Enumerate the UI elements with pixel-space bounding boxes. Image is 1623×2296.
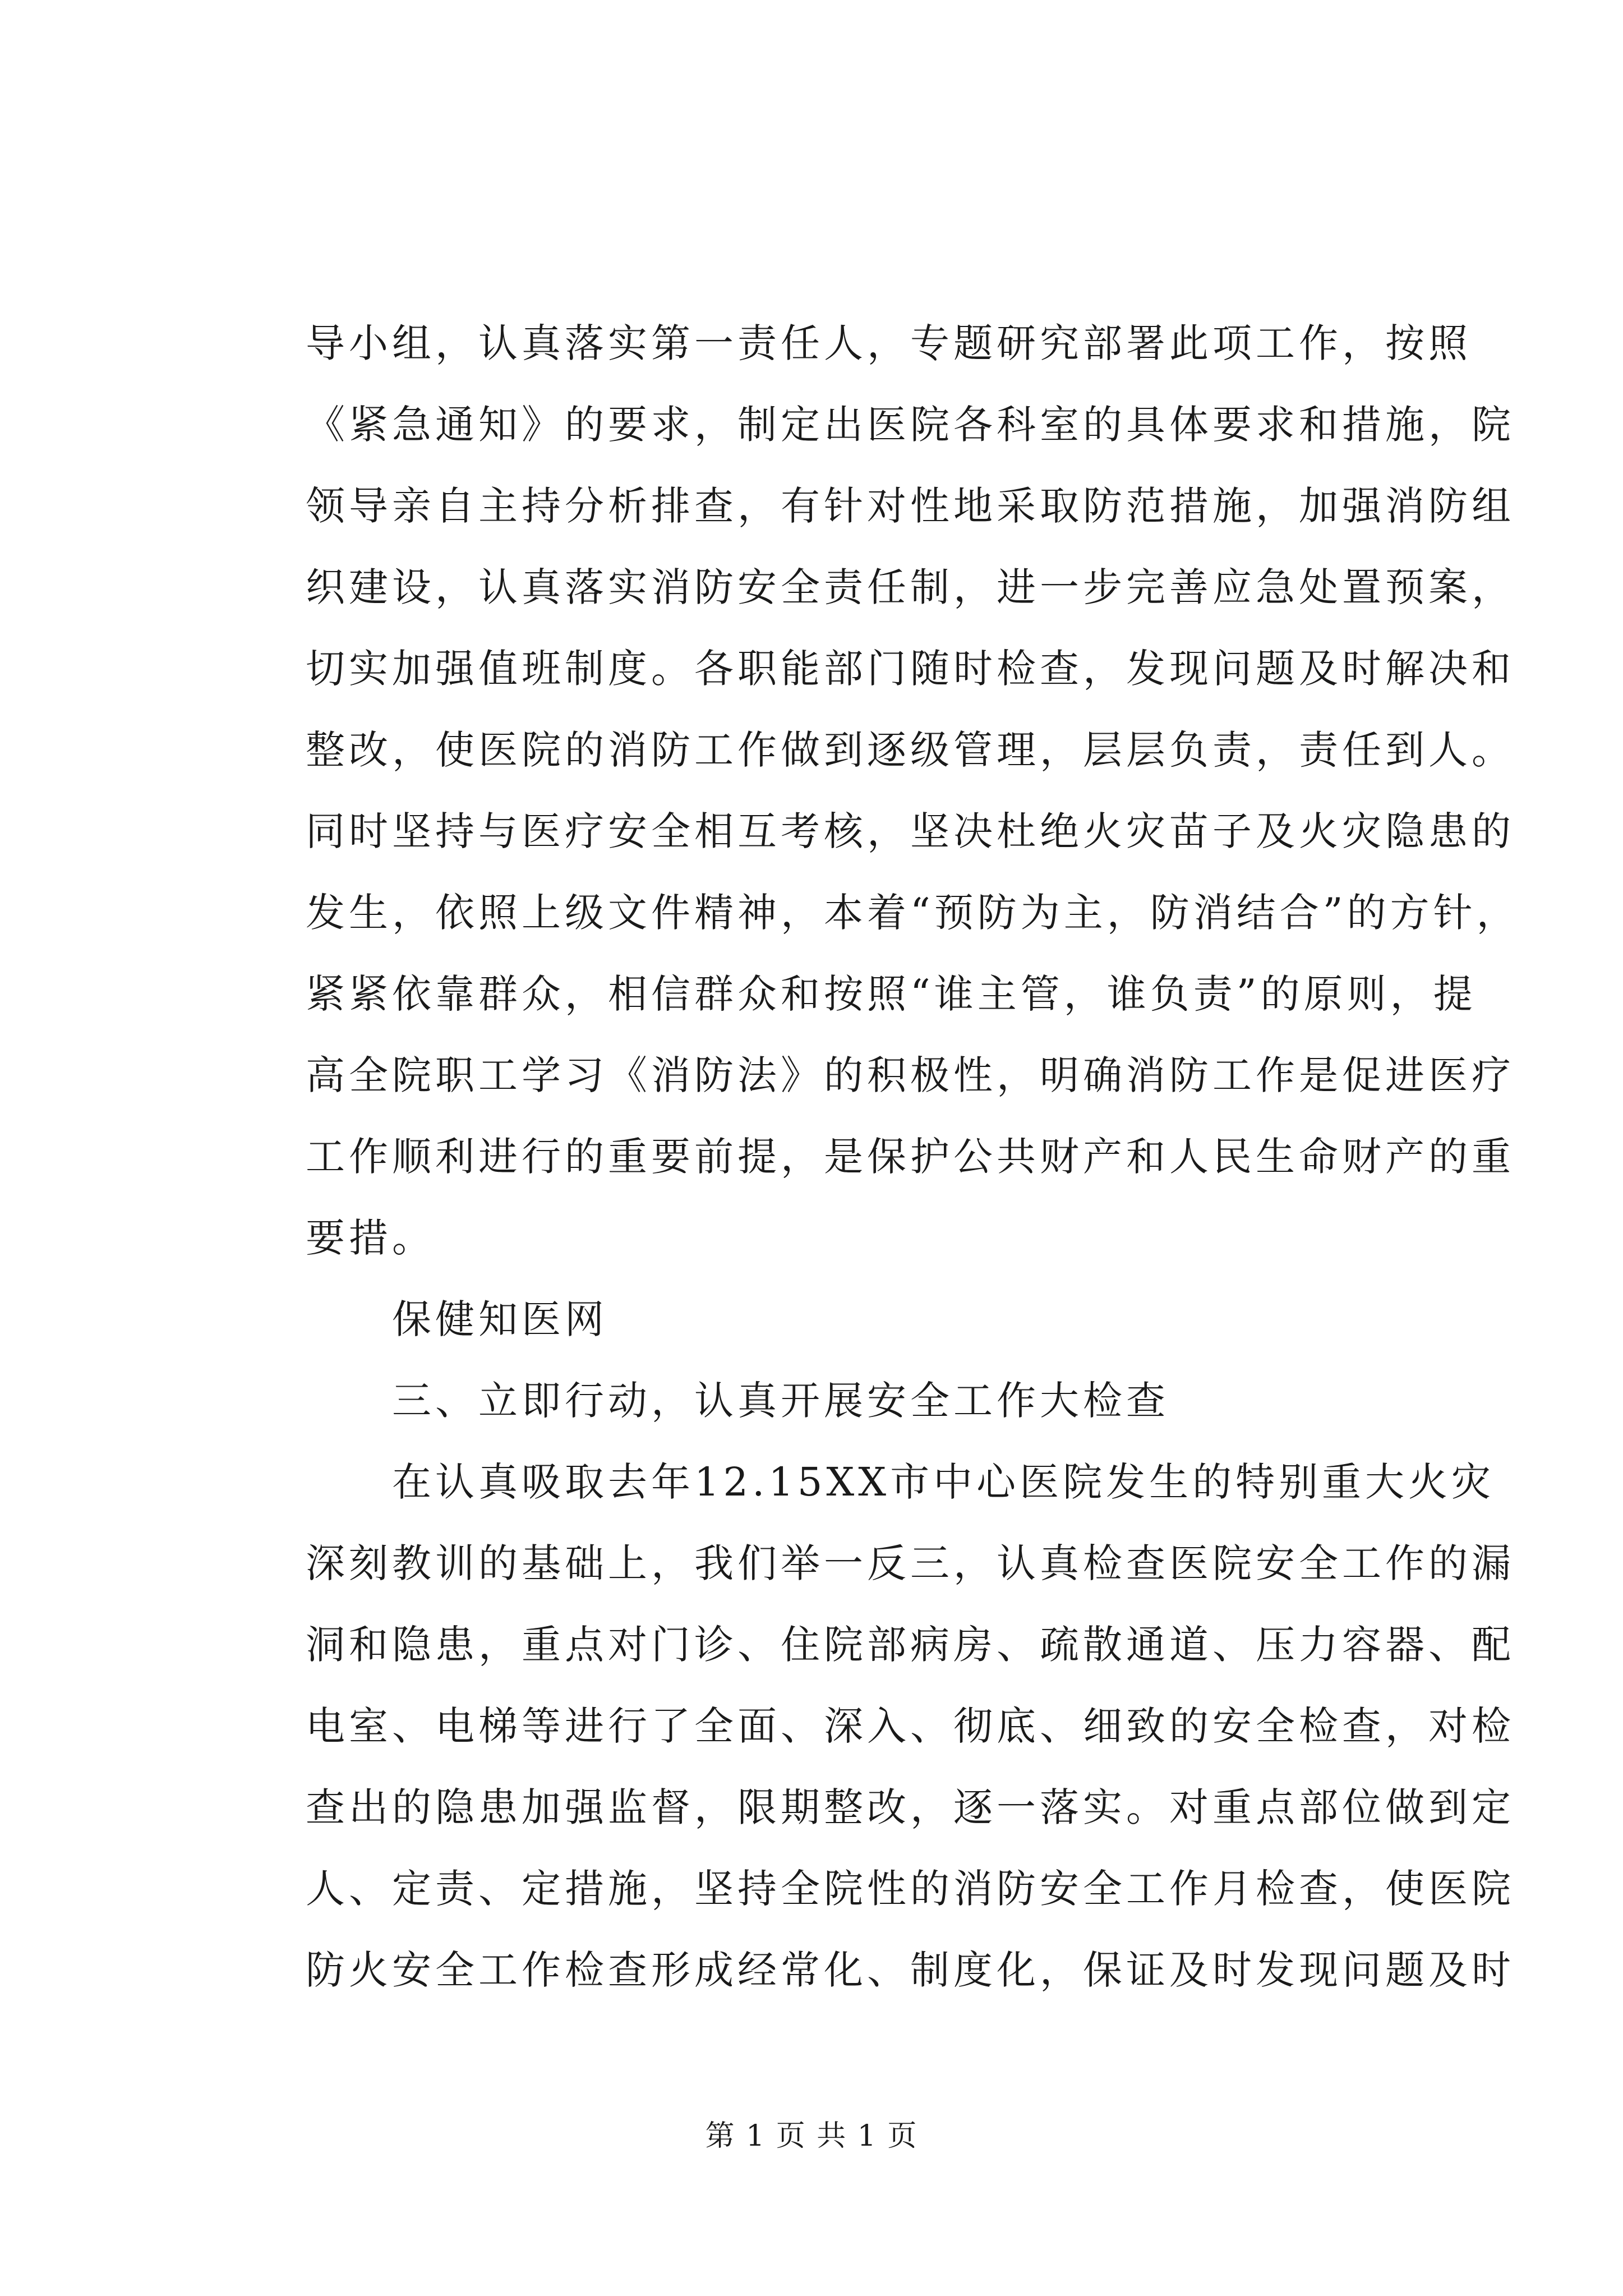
body-text-line: 高全院职工学习《消防法》的积极性，明确消防工作是促进医疗 <box>306 1052 1515 1098</box>
document-body <box>306 303 1520 2011</box>
body-text-line: 紧紧依靠群众，相信群众和按照“谁主管，谁负责”的原则，提 <box>306 971 1477 1017</box>
body-text-line: 切实加强值班制度。各职能部门随时检查，发现问题及时解决和 <box>306 646 1515 692</box>
body-text-line: 人、定责、定措施，坚持全院性的消防安全工作月检查，使医院 <box>306 1866 1515 1912</box>
body-text-line: 织建设，认真落实消防安全责任制，进一步完善应急处置预案， <box>306 564 1515 610</box>
body-text-line: 整改，使医院的消防工作做到逐级管理，层层负责，责任到人。 <box>306 727 1515 773</box>
body-text-line: 防火安全工作检查形成经常化、制度化，保证及时发现问题及时 <box>306 1947 1515 1993</box>
body-text-line: 领导亲自主持分析排查，有针对性地采取防范措施，加强消防组 <box>306 483 1515 529</box>
body-text-line: 深刻教训的基础上，我们举一反三，认真检查医院安全工作的漏 <box>306 1540 1515 1586</box>
body-text-line: 工作顺利进行的重要前提，是保护公共财产和人民生命财产的重 <box>306 1134 1515 1180</box>
section-heading: 三、立即行动，认真开展安全工作大检查 <box>306 1378 1169 1424</box>
page-footer: 第 1 页 共 1 页 <box>705 2119 918 2153</box>
body-text-line: 洞和隐患，重点对门诊、住院部病房、疏散通道、压力容器、配 <box>306 1622 1515 1668</box>
body-text-line: 同时坚持与医疗安全相互考核，坚决杜绝火灾苗子及火灾隐患的 <box>306 808 1515 854</box>
body-text-line: 《紧急通知》的要求，制定出医院各科室的具体要求和措施，院 <box>306 402 1515 448</box>
body-text-line: 电室、电梯等进行了全面、深入、彻底、细致的安全检查，对检 <box>306 1703 1515 1749</box>
body-text-line: 要措。 <box>306 1215 435 1261</box>
body-text-line: 导小组，认真落实第一责任人，专题研究部署此项工作，按照 <box>306 320 1472 366</box>
body-text-line: 查出的隐患加强监督，限期整改，逐一落实。对重点部位做到定 <box>306 1784 1515 1830</box>
body-text-line: 在认真吸取去年12.15XX市中心医院发生的特别重大火灾 <box>306 1459 1495 1505</box>
source-note-line: 保健知医网 <box>306 1296 608 1342</box>
body-text-line: 发生，依照上级文件精神，本着“预防为主，防消结合”的方针， <box>306 890 1520 936</box>
